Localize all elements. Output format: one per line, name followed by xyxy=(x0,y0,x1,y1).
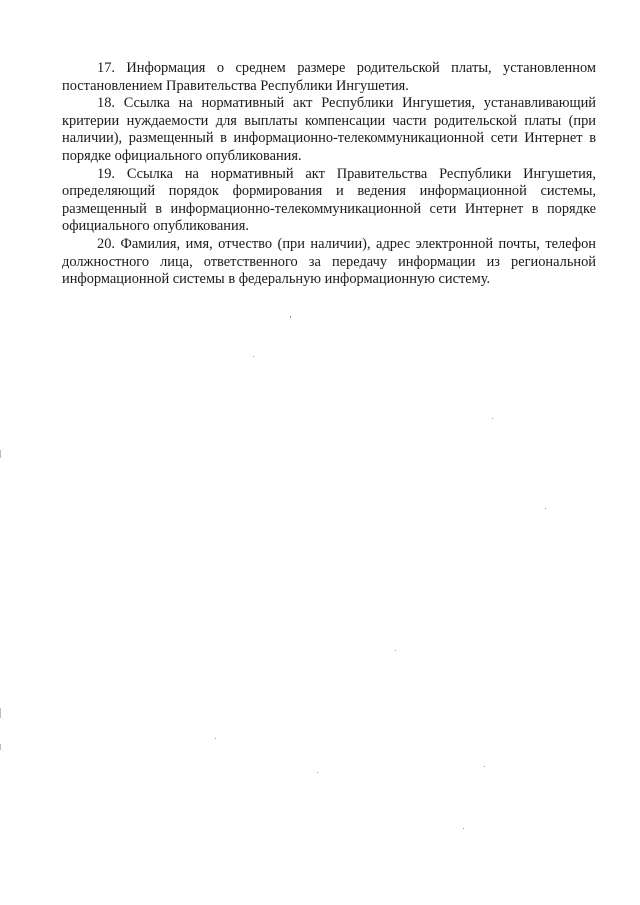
scan-speck xyxy=(253,356,254,357)
scan-speck xyxy=(215,738,216,739)
scan-speck xyxy=(395,650,396,651)
paragraph-19: 19. Ссылка на нормативный акт Правительства Республики Ингушетия, определяющий порядок формирования и ведения информационной системы, размещенный в информационно-телекоммуникационной сети Интернет в порядке официального опубликования. xyxy=(62,165,596,235)
scan-speck xyxy=(463,828,464,829)
scan-speck xyxy=(492,418,493,419)
paragraph-17: 17. Информация о среднем размере родительской платы, установленном постановлением Правительства Республики Ингушетия. xyxy=(62,60,596,94)
scan-edge-mark xyxy=(0,708,1,718)
paragraph-18: 18. Ссылка на нормативный акт Республики Ингушетия, устанавливающий критерии нуждаемости для выплаты компенсации части родительской платы (при наличии), размещенный в информационно-телекоммуникационной сети Интернет в порядке официального опубликования. xyxy=(62,95,596,164)
paragraph-20: 20. Фамилия, имя, отчество (при наличии), адрес электронной почты, телефон должностного лица, ответственного за передачу информации из региональной информационной системы в федеральную информационную систему. xyxy=(62,235,596,288)
scan-edge-mark xyxy=(0,744,1,750)
scan-speck xyxy=(484,766,485,767)
scan-speck xyxy=(545,508,546,509)
scan-speck xyxy=(290,316,291,318)
scan-edge-mark xyxy=(0,450,1,458)
document-body xyxy=(62,60,596,289)
scan-speck xyxy=(317,772,318,773)
